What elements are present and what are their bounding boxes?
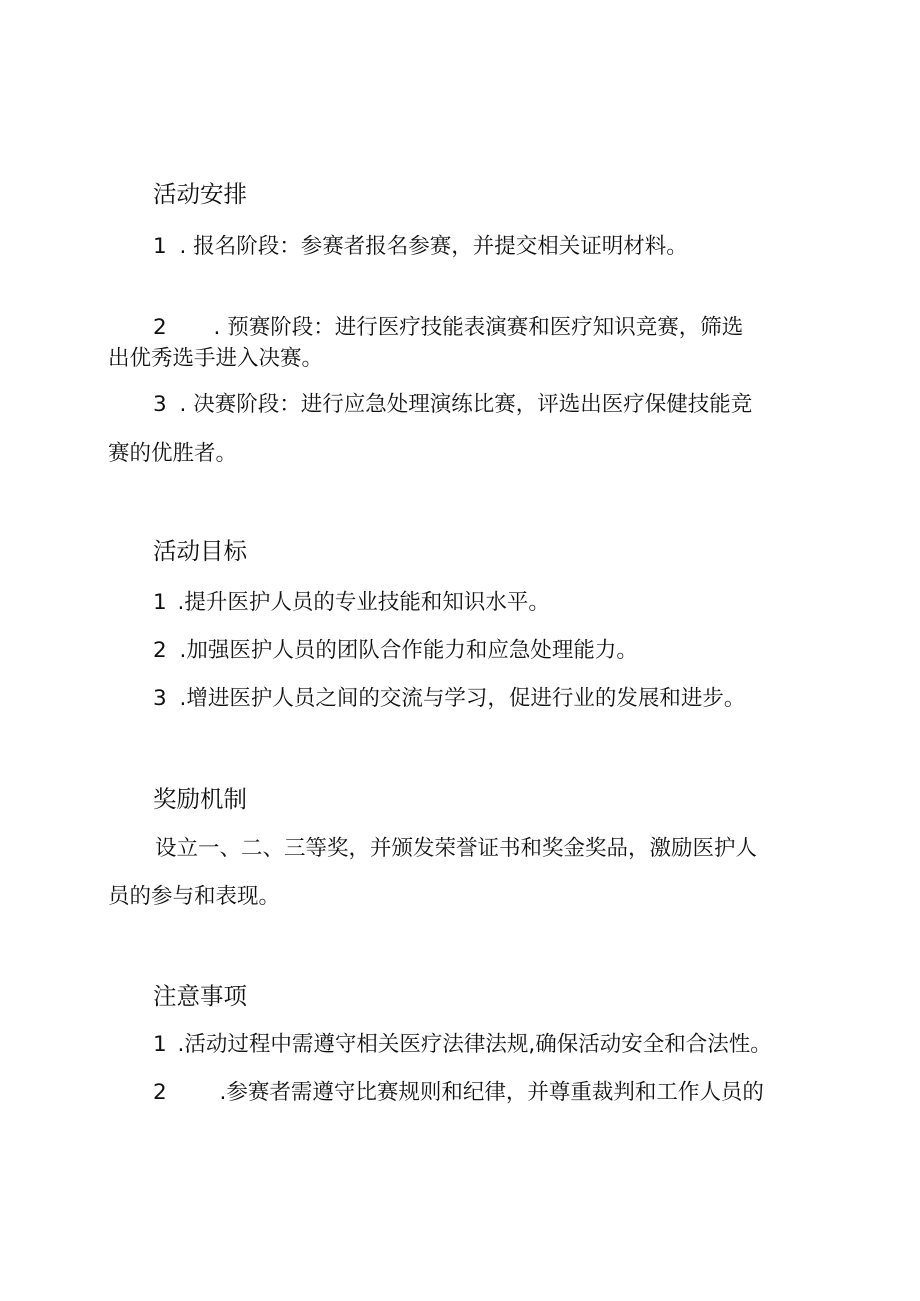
item-text: . 预赛阶段：进行医疗技能表演赛和医疗知识竞赛，筛选 (213, 315, 744, 340)
section-title-notes: 注意事项 (153, 982, 247, 1010)
item-number: 3 (153, 392, 167, 417)
item-text: .提升医护人员的专业技能和知识水平。 (177, 590, 550, 615)
paragraph-continuation: 员的参与和表现。 (108, 884, 281, 909)
item-text: .参赛者需遵守比赛规则和纪律，并尊重裁判和工作人员的 (219, 1080, 764, 1105)
item-continuation: 出优秀选手进入决赛。 (108, 346, 324, 371)
item-number: 3 (153, 686, 167, 711)
section-title-arrangement: 活动安排 (153, 180, 247, 208)
item-number: 1 (153, 234, 167, 259)
item-text: . 报名阶段：参赛者报名参赛，并提交相关证明材料。 (179, 234, 688, 259)
list-item (153, 640, 638, 662)
item-text: .增进医护人员之间的交流与学习，促进行业的发展和进步。 (179, 686, 746, 711)
list-item (153, 1034, 772, 1056)
item-number: 2 (153, 315, 167, 340)
list-item (153, 236, 688, 258)
list-item (153, 317, 743, 339)
item-text: . 决赛阶段：进行应急处理演练比赛，评选出医疗保健技能竞 (179, 392, 753, 417)
list-item (153, 394, 752, 416)
item-number: 2 (153, 638, 167, 663)
list-item (153, 592, 550, 614)
item-text: .活动过程中需遵守相关医疗法律法规,确保活动安全和合法性。 (177, 1032, 772, 1057)
list-item (153, 1082, 764, 1104)
item-number: 1 (153, 590, 167, 615)
item-continuation: 赛的优胜者。 (108, 441, 238, 466)
section-title-goals: 活动目标 (153, 537, 247, 565)
list-item (153, 688, 745, 710)
item-number: 2 (153, 1080, 167, 1105)
item-text: .加强医护人员的团队合作能力和应急处理能力。 (179, 638, 638, 663)
item-number: 1 (153, 1032, 167, 1057)
section-title-rewards: 奖励机制 (153, 785, 247, 813)
paragraph-text: 设立一、二、三等奖，并颁发荣誉证书和奖金奖品，激励医护人 (155, 836, 758, 861)
